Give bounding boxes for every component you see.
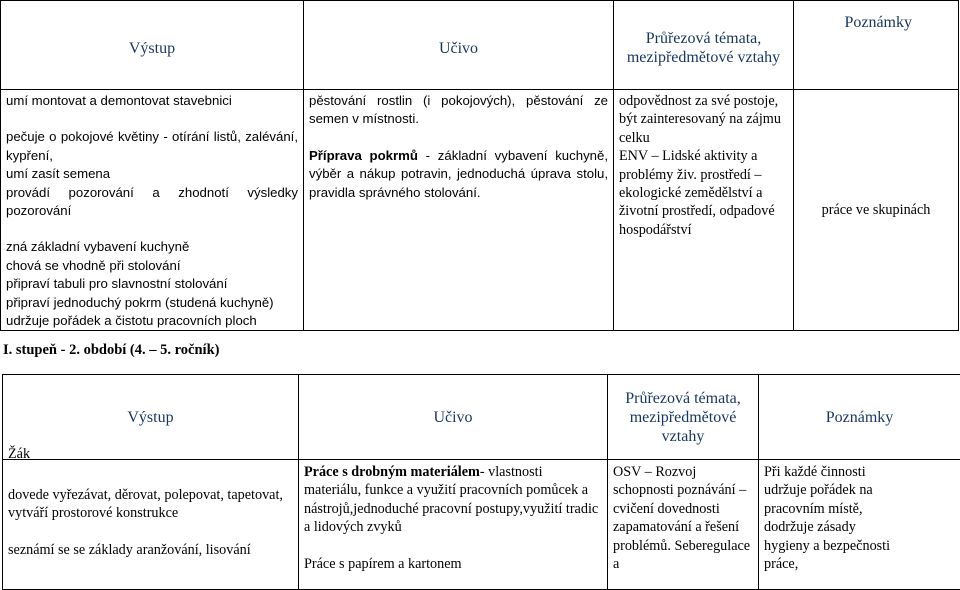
vystup-line: připraví tabuli pro slavnostní stolování bbox=[6, 275, 298, 293]
vystup-line: vytváří prostorové konstrukce bbox=[8, 504, 293, 522]
table1-vystup-cell bbox=[1, 90, 304, 331]
table2-poznamky-cell bbox=[759, 460, 960, 590]
ucivo-paragraph bbox=[309, 147, 608, 202]
temata-line: ENV – Lidské aktivity a problémy živ. prostředí – ekologické zemědělství a životní prostředí, odpadové hospodářství bbox=[619, 147, 788, 239]
poznamky-header-label: Poznámky bbox=[844, 14, 912, 32]
ucivo-bold-term: Práce s drobným materiálem bbox=[304, 464, 480, 480]
table1-poznamky-cell bbox=[794, 90, 959, 331]
vystup-line: udržuje pořádek a čistotu pracovních ploch bbox=[6, 312, 298, 330]
vystup-line: dovede vyřezávat, děrovat, polepovat, tapetovat, bbox=[8, 486, 293, 504]
vystup-line: umí zasít semena bbox=[6, 165, 298, 183]
ucivo-rest: - vlastnosti materiálu, funkce a využití pracovních pomůcek a nástrojů,jednoduché pracovní postupy,využití tradic a lidových zvyků bbox=[304, 464, 598, 535]
table2-body-row bbox=[3, 460, 960, 590]
zak-label: Žák bbox=[8, 445, 30, 463]
header-temata: Průřezová témata, mezipředmětové vztahy bbox=[614, 1, 794, 90]
header-temata: Průřezová témata, mezipředmětové vztahy bbox=[608, 375, 759, 460]
ucivo-rest: - základní vybavení kuchyně, výběr a nákup potravin, jednoduchá úprava stolu, pravidla správného stolování. bbox=[309, 148, 608, 200]
vystup-line: zná základní vybavení kuchyně bbox=[6, 238, 298, 256]
header-vystup: Výstup bbox=[3, 375, 299, 460]
section-title: I. stupeň - 2. období (4. – 5. ročník) bbox=[3, 342, 219, 359]
curriculum-table-2 bbox=[2, 374, 960, 590]
table2-ucivo-cell bbox=[299, 460, 608, 590]
header-vystup: Výstup bbox=[1, 1, 304, 90]
table2-vystup-cell bbox=[3, 460, 299, 590]
header-ucivo: Učivo bbox=[299, 375, 608, 460]
poznamky-text: práce ve skupinách bbox=[794, 201, 958, 219]
table1-temata-cell bbox=[614, 90, 794, 331]
vystup-line: umí montovat a demontovat stavebnici bbox=[6, 92, 298, 110]
poznamky-text: Při každé činnosti udržuje pořádek na pracovním místě, dodržuje zásady hygieny a bezpečnosti práce, bbox=[759, 460, 960, 573]
table1-body-row bbox=[1, 90, 959, 331]
ucivo-paragraph bbox=[304, 463, 602, 537]
header-poznamky: Poznámky bbox=[759, 375, 960, 460]
vystup-line: připraví jednoduchý pokrm (studená kuchyně) bbox=[6, 294, 298, 312]
table1-header-row bbox=[1, 1, 959, 90]
ucivo-bold-term: Příprava pokrmů bbox=[309, 148, 418, 163]
table1-ucivo-cell bbox=[304, 90, 614, 331]
ucivo-paragraph: Práce s papírem a kartonem bbox=[304, 555, 602, 573]
temata-text: OSV – Rozvoj schopnosti poznávání – cvičení dovednosti zapamatování a řešení problémů. Seberegulace a bbox=[608, 460, 758, 573]
header-ucivo: Učivo bbox=[304, 1, 614, 90]
vystup-line: pečuje o pokojové květiny - otírání listů, zalévání, kypření, bbox=[6, 128, 298, 165]
vystup-line: seznámí se se základy aranžování, lisování bbox=[8, 541, 293, 559]
ucivo-paragraph: pěstování rostlin (i pokojových), pěstování ze semen v místnosti. bbox=[309, 92, 608, 129]
table2-temata-cell bbox=[608, 460, 759, 590]
vystup-line: chová se vhodně při stolování bbox=[6, 257, 298, 275]
temata-line: odpovědnost za své postoje, být zainteresovaný na zájmu celku bbox=[619, 92, 788, 147]
table2-header-row bbox=[3, 375, 960, 460]
vystup-line: provádí pozorování a zhodnotí výsledky pozorování bbox=[6, 184, 298, 221]
